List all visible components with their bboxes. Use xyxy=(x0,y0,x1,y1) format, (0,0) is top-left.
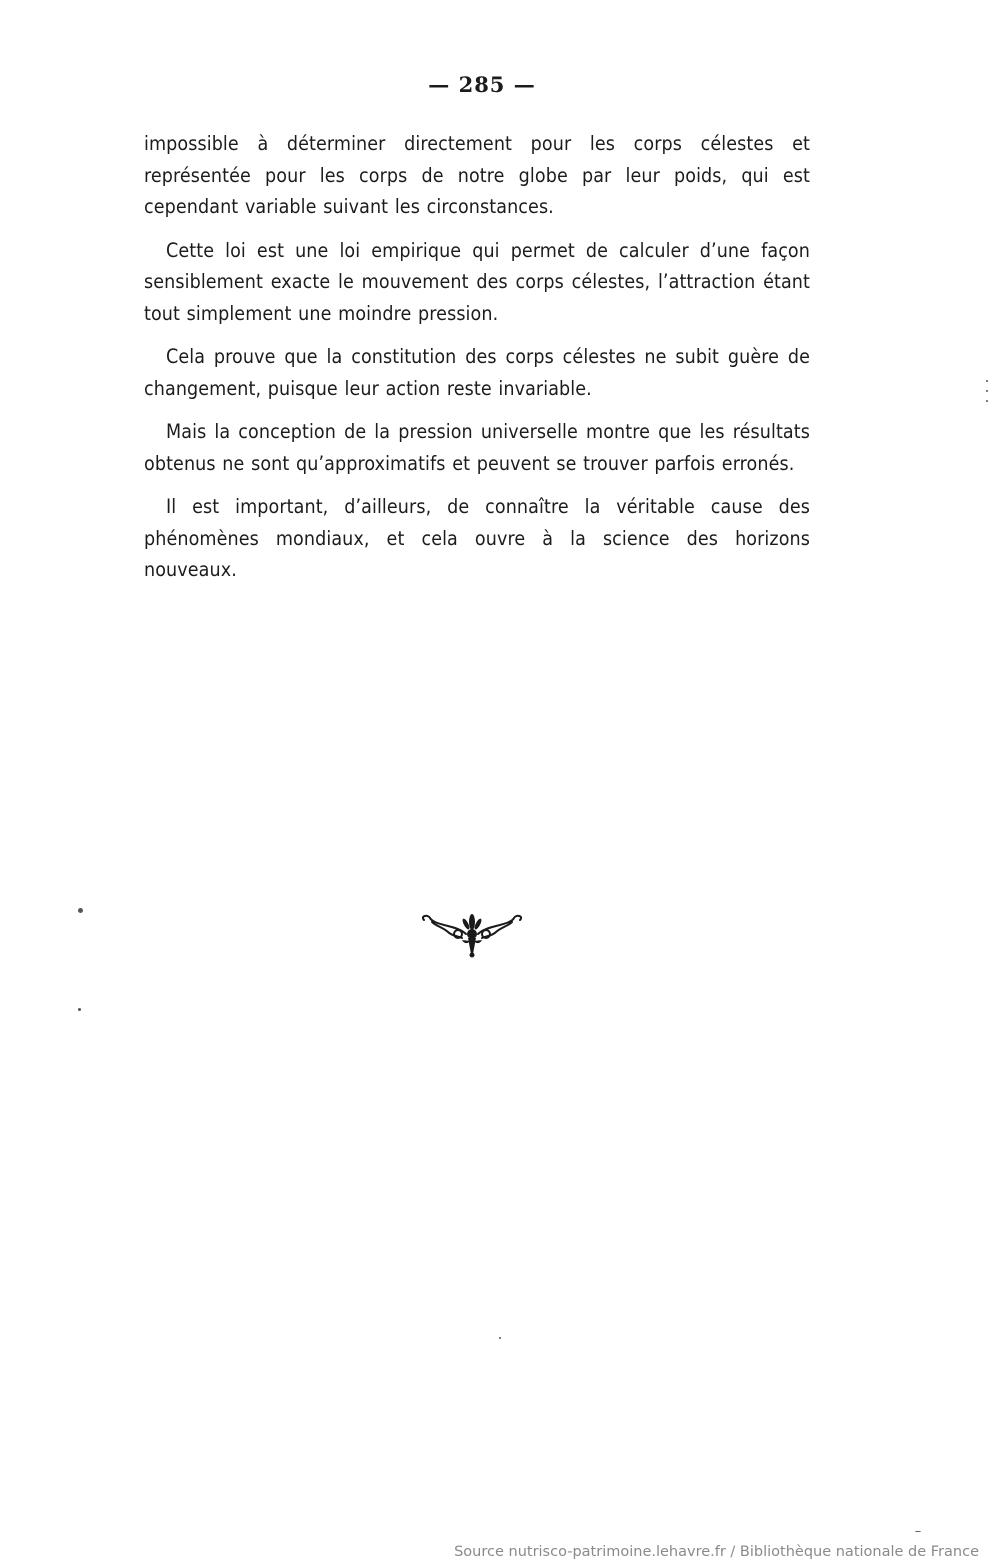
scan-speck xyxy=(78,908,83,913)
body-text xyxy=(144,128,810,598)
paragraph-2: Cette loi est une loi empirique qui permet de calculer d’une façon sensiblement exacte le mouvement des corps célestes, l’attraction étant tout simplement une moindre pression. xyxy=(144,238,810,325)
scan-speck xyxy=(78,1008,81,1011)
scan-speck xyxy=(499,1337,501,1339)
paragraph-3: Cela prouve que la constitution des corps célestes ne subit guère de changement, puisque leur action reste invariable. xyxy=(144,345,810,400)
scan-speck xyxy=(915,1531,921,1532)
scan-speck xyxy=(986,380,988,382)
source-attribution: Source nutrisco-patrimoine.lehavre.fr / Bibliothèque nationale de France xyxy=(454,1544,979,1560)
paragraph-5: Il est important, d’ailleurs, de connaître la véritable cause des phénomènes mondiaux, et cela ouvre à la science des horizons nouveaux. xyxy=(144,495,810,581)
scan-speck xyxy=(986,390,988,392)
floral-tailpiece-icon xyxy=(418,908,526,960)
scan-speck xyxy=(986,400,988,402)
paragraph-4: Mais la conception de la pression universelle montre que les résultats obtenus ne sont qu’approximatifs et peuvent se trouver parfois erronés. xyxy=(144,420,810,475)
page-number: — 285 — xyxy=(428,72,536,97)
paragraph-1: impossible à déterminer directement pour les corps célestes et représentée pour les corps de notre globe par leur poids, qui est cependant variable suivant les circonstances. xyxy=(144,132,810,218)
